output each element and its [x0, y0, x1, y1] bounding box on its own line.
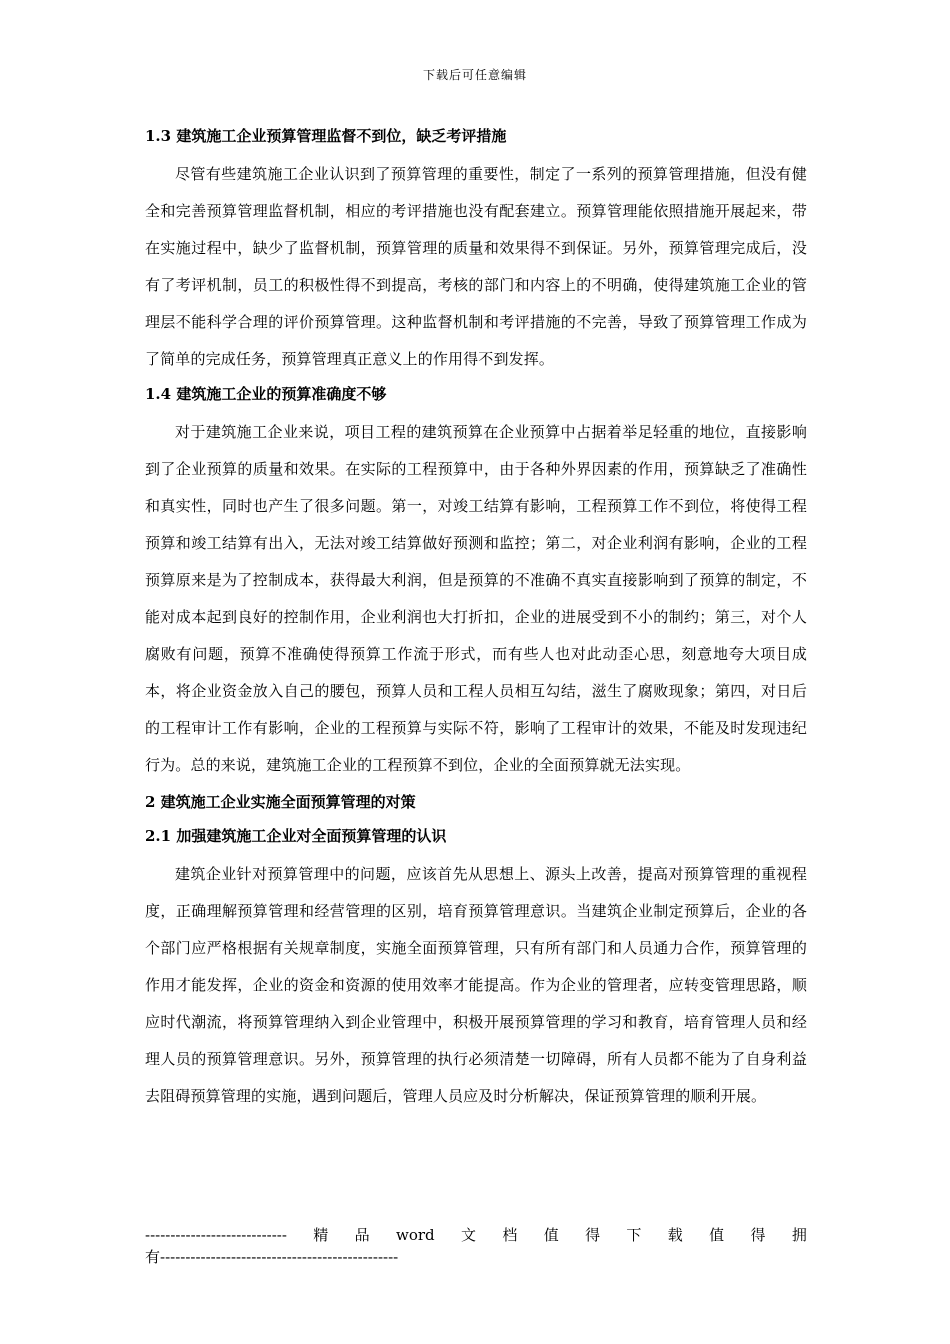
footer-dashes-left: ----------------------------	[145, 1226, 287, 1244]
footer-word: 精	[313, 1226, 329, 1244]
footer-word: 品	[354, 1226, 370, 1244]
footer-line-1	[145, 1224, 807, 1246]
section-paragraph-2-1: 建筑企业针对预算管理中的问题，应该首先从思想上、源头上改善，提高对预算管理的重视程度，正确理解预算管理和经营管理的区别，培育预算管理意识。当建筑企业制定预算后，企业的各个部门应严格根据有关规章制度，实施全面预算管理，只有所有部门和人员通力合作，预算管理的作用才能发挥，企业的资金和资源的使用效率才能提高。作为企业的管理者，应转变管理思路，顺应时代潮流，将预算管理纳入到企业管理中，积极开展预算管理的学习和教育，培育管理人员和经理人员的预算管理意识。另外，预算管理的执行必须清楚一切障碍，所有人员都不能为了自身利益去阻碍预算管理的实施，遇到问题后，管理人员应及时分析解决，保证预算管理的顺利开展。	[145, 865, 807, 1105]
footer-word: word	[395, 1226, 435, 1244]
section-heading-2: 2 建筑施工企业实施全面预算管理的对策	[145, 793, 416, 811]
document-body	[145, 122, 807, 1115]
header-note: 下载后可任意编辑	[422, 68, 527, 82]
section-paragraph-1-3: 尽管有些建筑施工企业认识到了预算管理的重要性，制定了一系列的预算管理措施，但没有健全和完善预算管理监督机制，相应的考评措施也没有配套建立。预算管理能依照措施开展起来，带在实施过程中，缺少了监督机制，预算管理的质量和效果得不到保证。另外，预算管理完成后，没有了考评机制，员工的积极性得不到提高，考核的部门和内容上的不明确，使得建筑施工企业的管理层不能科学合理的评价预算管理。这种监督机制和考评措施的不完善，导致了预算管理工作成为了简单的完成任务，预算管理真正意义上的作用得不到发挥。	[145, 165, 807, 368]
section-heading-1-3: 1.3 建筑施工企业预算管理监督不到位，缺乏考评措施	[145, 127, 507, 145]
footer-word: 得	[585, 1226, 601, 1244]
footer-line-2: 有-----------------------------------------------	[145, 1248, 399, 1266]
footer-word: 档	[502, 1226, 518, 1244]
footer-word: 下	[626, 1226, 642, 1244]
footer-word: 得	[750, 1226, 766, 1244]
section-heading-1-4: 1.4 建筑施工企业的预算准确度不够	[145, 385, 387, 403]
footer-word: 拥	[791, 1226, 807, 1244]
footer-banner	[145, 1224, 807, 1268]
footer-word: 值	[543, 1226, 559, 1244]
section-paragraph-1-4: 对于建筑施工企业来说，项目工程的建筑预算在企业预算中占据着举足轻重的地位，直接影响到了企业预算的质量和效果。在实际的工程预算中，由于各种外界因素的作用，预算缺乏了准确性和真实性，同时也产生了很多问题。第一，对竣工结算有影响，工程预算工作不到位，将使得工程预算和竣工结算有出入，无法对竣工结算做好预测和监控；第二，对企业利润有影响，企业的工程预算原来是为了控制成本，获得最大利润，但是预算的不准确不真实直接影响到了预算的制定，不能对成本起到良好的控制作用，企业利润也大打折扣，企业的进展受到不小的制约；第三，对个人腐败有问题，预算不准确使得预算工作流于形式，而有些人也对此动歪心思，刻意地夸大项目成本，将企业资金放入自己的腰包，预算人员和工程人员相互勾结，滋生了腐败现象；第四，对日后的工程审计工作有影响，企业的工程预算与实际不符，影响了工程审计的效果，不能及时发现违纪行为。总的来说，建筑施工企业的工程预算不到位，企业的全面预算就无法实现。	[145, 423, 807, 774]
footer-word: 文	[460, 1226, 476, 1244]
footer-word: 值	[709, 1226, 725, 1244]
section-heading-2-1: 2.1 加强建筑施工企业对全面预算管理的认识	[145, 827, 447, 845]
footer-word: 载	[667, 1226, 683, 1244]
